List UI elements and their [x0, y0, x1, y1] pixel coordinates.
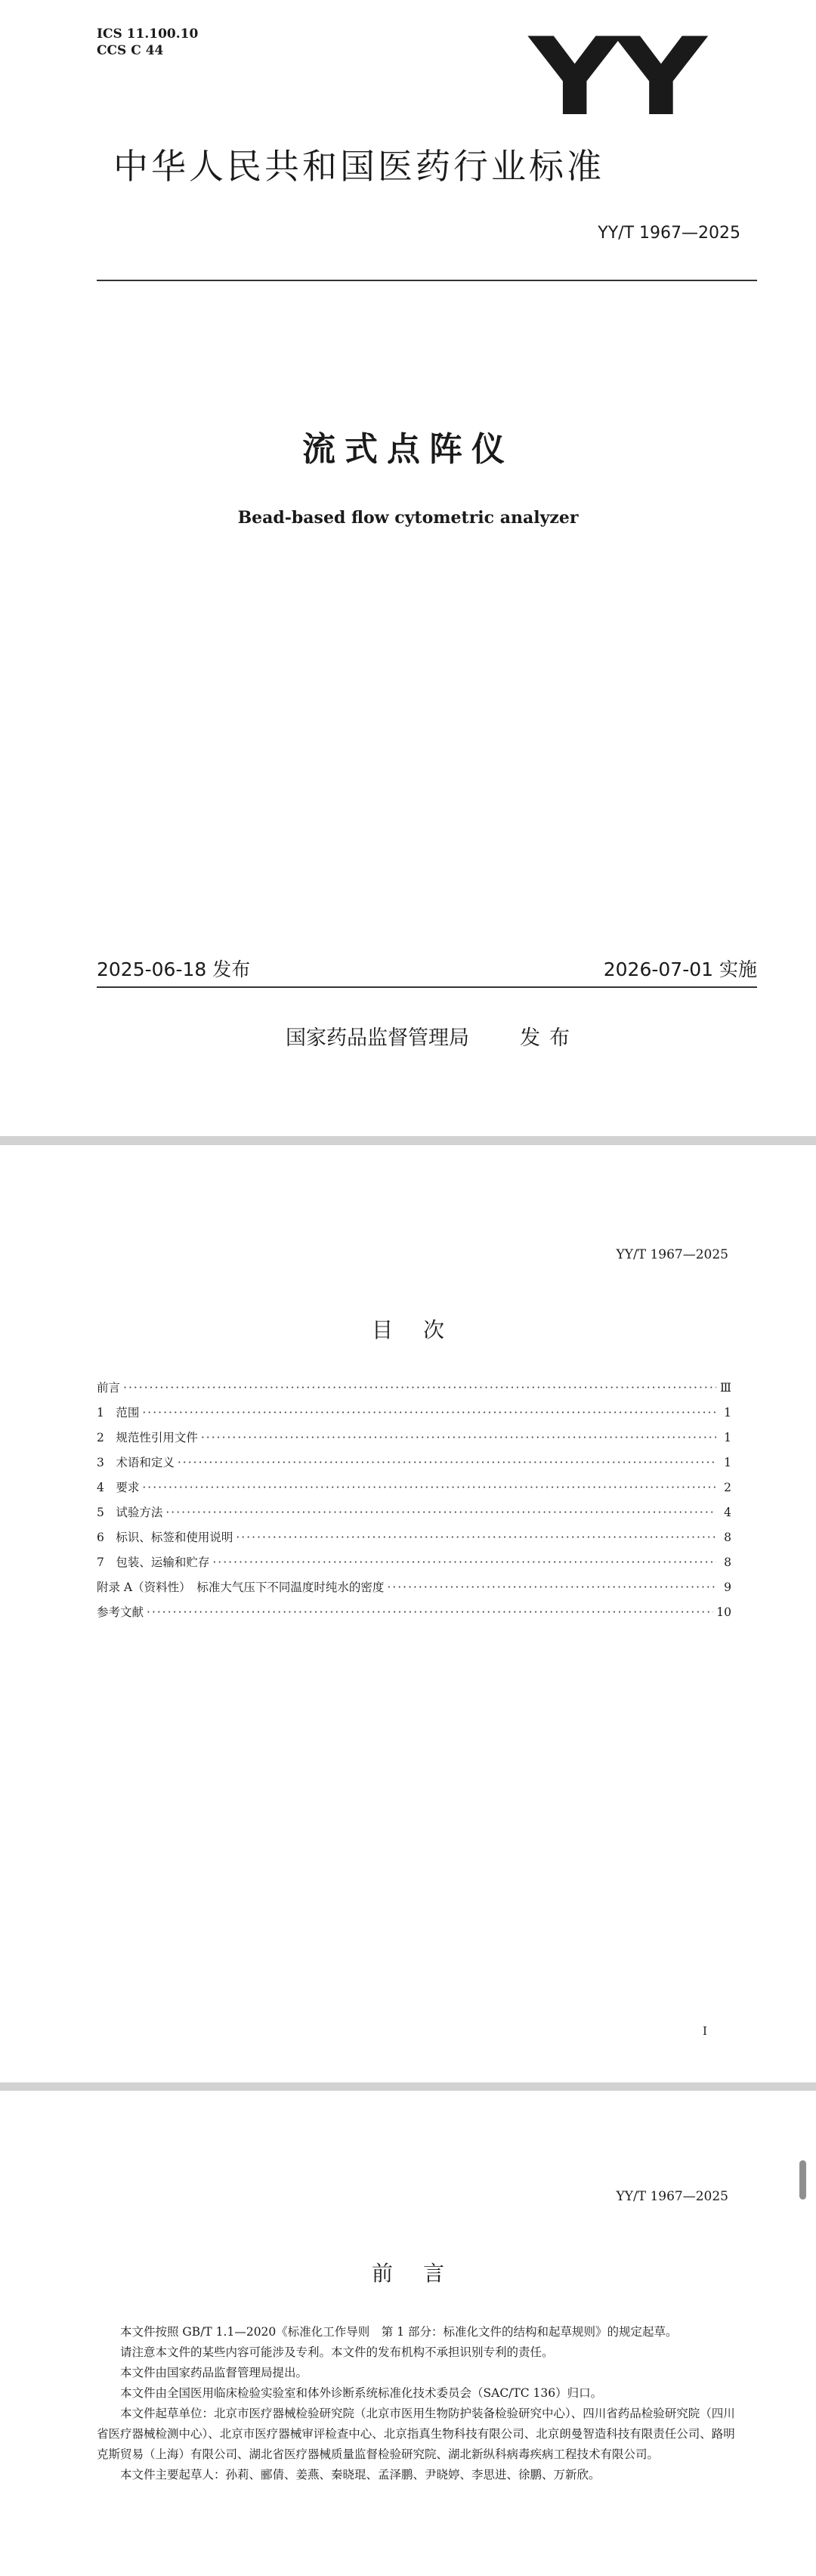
toc-item[interactable] — [97, 1401, 731, 1426]
toc-leader — [201, 1426, 716, 1451]
contents-page — [0, 1145, 816, 2082]
implement-date: 2026-07-01 实施 — [603, 958, 757, 980]
toc-item-label: 3 术语和定义 — [97, 1456, 175, 1469]
paragraph: 本文件由全国医用临床检验实验室和体外诊断系统标准化技术委员会（SAC/TC 136）归口。 — [120, 2386, 603, 2400]
yy-logo: YY — [529, 15, 702, 140]
toc-leader — [147, 1600, 713, 1625]
page-separator — [0, 2082, 816, 2091]
paragraph: 本文件由国家药品监督管理局提出。 — [120, 2366, 308, 2379]
scrollbar-thumb[interactable] — [799, 2160, 806, 2200]
toc-leader — [123, 1376, 716, 1401]
toc-leader — [165, 1500, 716, 1525]
toc-leader — [178, 1451, 716, 1475]
issuer: 国家药品监督管理局 — [286, 1026, 469, 1050]
toc-item-label: 附录 A（资料性） 标准大气压下不同温度时纯水的密度 — [97, 1581, 385, 1594]
ics-code: ICS 11.100.10 — [97, 26, 199, 42]
toc-leader — [212, 1550, 716, 1575]
contents-title: 目次 — [371, 1317, 474, 1342]
toc-item[interactable] — [97, 1600, 731, 1625]
foreword-body — [97, 2322, 736, 2485]
foreword-title: 前言 — [371, 2261, 474, 2286]
toc-item-page: 10 — [716, 1605, 731, 1619]
document-title-en: Bead-based flow cytometric analyzer — [237, 508, 579, 528]
toc-item[interactable] — [97, 1575, 731, 1600]
toc-item-page: 9 — [724, 1581, 731, 1594]
toc-item[interactable] — [97, 1451, 731, 1475]
toc-item-label: 1 范围 — [97, 1406, 140, 1420]
footer-divider — [97, 986, 757, 988]
toc-leader — [142, 1475, 716, 1500]
toc-item-label: 参考文献 — [97, 1605, 144, 1619]
org-title: 中华人民共和国医药行业标准 — [113, 146, 604, 187]
toc-item-label: 5 试验方法 — [97, 1506, 163, 1519]
paragraph: 本文件主要起草人：孙莉、郦倩、姜燕、秦晓琨、孟泽鹏、尹晓婷、李思进、徐鹏、万新欣。 — [120, 2468, 601, 2482]
header-divider — [97, 280, 757, 281]
toc-item-label: 4 要求 — [97, 1481, 140, 1494]
toc-item-page: 1 — [724, 1406, 731, 1420]
table-of-contents — [97, 1376, 731, 1625]
toc-leader — [142, 1401, 716, 1426]
page-separator — [0, 1136, 816, 1145]
toc-item[interactable] — [97, 1550, 731, 1575]
standard-number: YY/T 1967—2025 — [616, 2189, 728, 2204]
ccs-code: CCS C 44 — [97, 43, 164, 58]
document-title-cn: 流式点阵仪 — [302, 430, 514, 469]
page-number: I — [703, 2024, 707, 2038]
toc-item[interactable] — [97, 1525, 731, 1550]
toc-item-page: Ⅲ — [720, 1381, 731, 1395]
foreword-page — [0, 2091, 816, 2576]
toc-item-label: 2 规范性引用文件 — [97, 1431, 198, 1444]
toc-item-page: 2 — [724, 1481, 731, 1494]
toc-item-page: 8 — [724, 1556, 731, 1569]
toc-item-label: 6 标识、标签和使用说明 — [97, 1531, 233, 1544]
toc-leader — [387, 1575, 716, 1600]
toc-item-page: 8 — [724, 1531, 731, 1544]
toc-item[interactable] — [97, 1376, 731, 1401]
paragraph: 本文件按照 GB/T 1.1—2020《标准化工作导则 第 1 部分：标准化文件的结构和起草规则》的规定起草。 — [120, 2325, 678, 2339]
toc-item-label: 7 包装、运输和贮存 — [97, 1556, 210, 1569]
paragraph: 请注意本文件的某些内容可能涉及专利。本文件的发布机构不承担识别专利的责任。 — [120, 2345, 554, 2359]
toc-item[interactable] — [97, 1500, 731, 1525]
paragraph: 本文件起草单位：北京市医疗器械检验研究院（北京市医用生物防护装备检验研究中心）、四川省药品检验研究院（四川省医疗器械检测中心）、北京市医疗器械审评检查中心、北京指真生物科技有限公司、北京朗曼智造科技有限责任公司、路明克斯贸易（上海）有限公司、湖北省医疗器械质量监督检验研究院、湖北新纵科病毒疾病工程技术有限公司。 — [97, 2407, 735, 2461]
issuer-action: 发布 — [520, 1026, 579, 1050]
toc-item-page: 4 — [724, 1506, 731, 1519]
toc-item[interactable] — [97, 1426, 731, 1451]
standard-number: YY/T 1967—2025 — [598, 224, 740, 243]
standard-number: YY/T 1967—2025 — [616, 1247, 728, 1262]
toc-item-page: 1 — [724, 1456, 731, 1469]
toc-leader — [236, 1525, 716, 1550]
publish-date: 2025-06-18 发布 — [97, 958, 251, 980]
toc-item[interactable] — [97, 1475, 731, 1500]
toc-item-page: 1 — [724, 1431, 731, 1444]
toc-item-label: 前言 — [97, 1381, 121, 1395]
cover-page — [0, 0, 816, 1136]
